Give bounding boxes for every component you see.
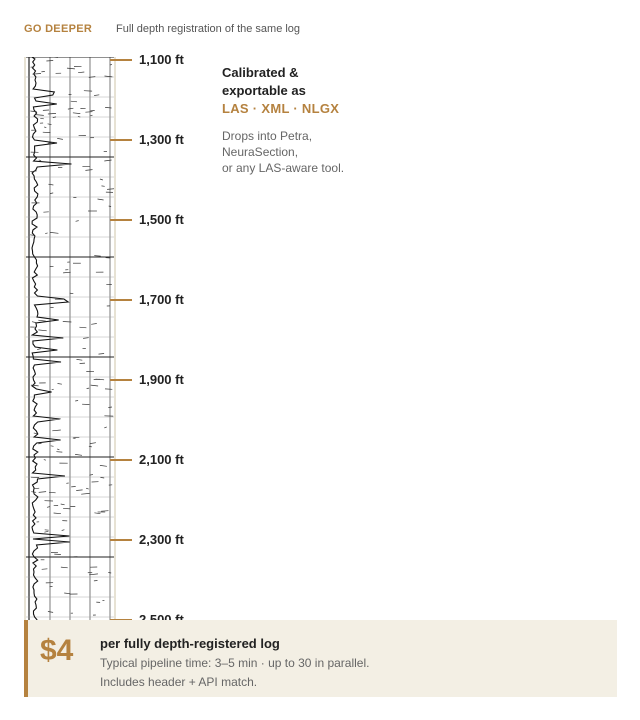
pricing-panel <box>24 620 617 697</box>
depth-label: 2,300 ft <box>139 532 184 547</box>
price-description: per fully depth-registered log <box>100 636 280 651</box>
log-trace-image <box>26 57 114 620</box>
depth-label: 2,100 ft <box>139 452 184 467</box>
depth-tick <box>110 59 132 61</box>
depth-tick <box>110 459 132 461</box>
export-formats: LAS · XML · NLGX <box>222 101 340 116</box>
compat-line-3: or any LAS-aware tool. <box>222 161 345 175</box>
depth-tick <box>110 219 132 221</box>
export-heading-line-1: Calibrated & <box>222 65 299 80</box>
depth-tick <box>110 299 132 301</box>
price-value: $4 <box>40 634 74 667</box>
depth-label: 1,300 ft <box>139 132 184 147</box>
depth-label: 1,700 ft <box>139 292 184 307</box>
compat-line-2: NeuraSection, <box>222 145 299 159</box>
section-kicker: GO DEEPER <box>24 23 93 35</box>
includes-note: Includes header + API match. <box>100 675 258 689</box>
export-info <box>222 64 422 176</box>
export-compatibility <box>222 128 422 176</box>
pipeline-time: Typical pipeline time: 3–5 min · up to 30 in parallel. <box>100 656 370 670</box>
depth-tick <box>110 379 132 381</box>
section-subtitle: Full depth registration of the same log <box>116 23 301 35</box>
depth-label: 1,500 ft <box>139 212 184 227</box>
depth-tick <box>110 539 132 541</box>
compat-line-1: Drops into Petra, <box>222 129 313 143</box>
depth-label: 1,100 ft <box>139 52 184 67</box>
depth-tick <box>110 139 132 141</box>
export-heading-line-2: exportable as <box>222 83 306 98</box>
scanned-log-image <box>24 57 116 620</box>
depth-label: 1,900 ft <box>139 372 184 387</box>
